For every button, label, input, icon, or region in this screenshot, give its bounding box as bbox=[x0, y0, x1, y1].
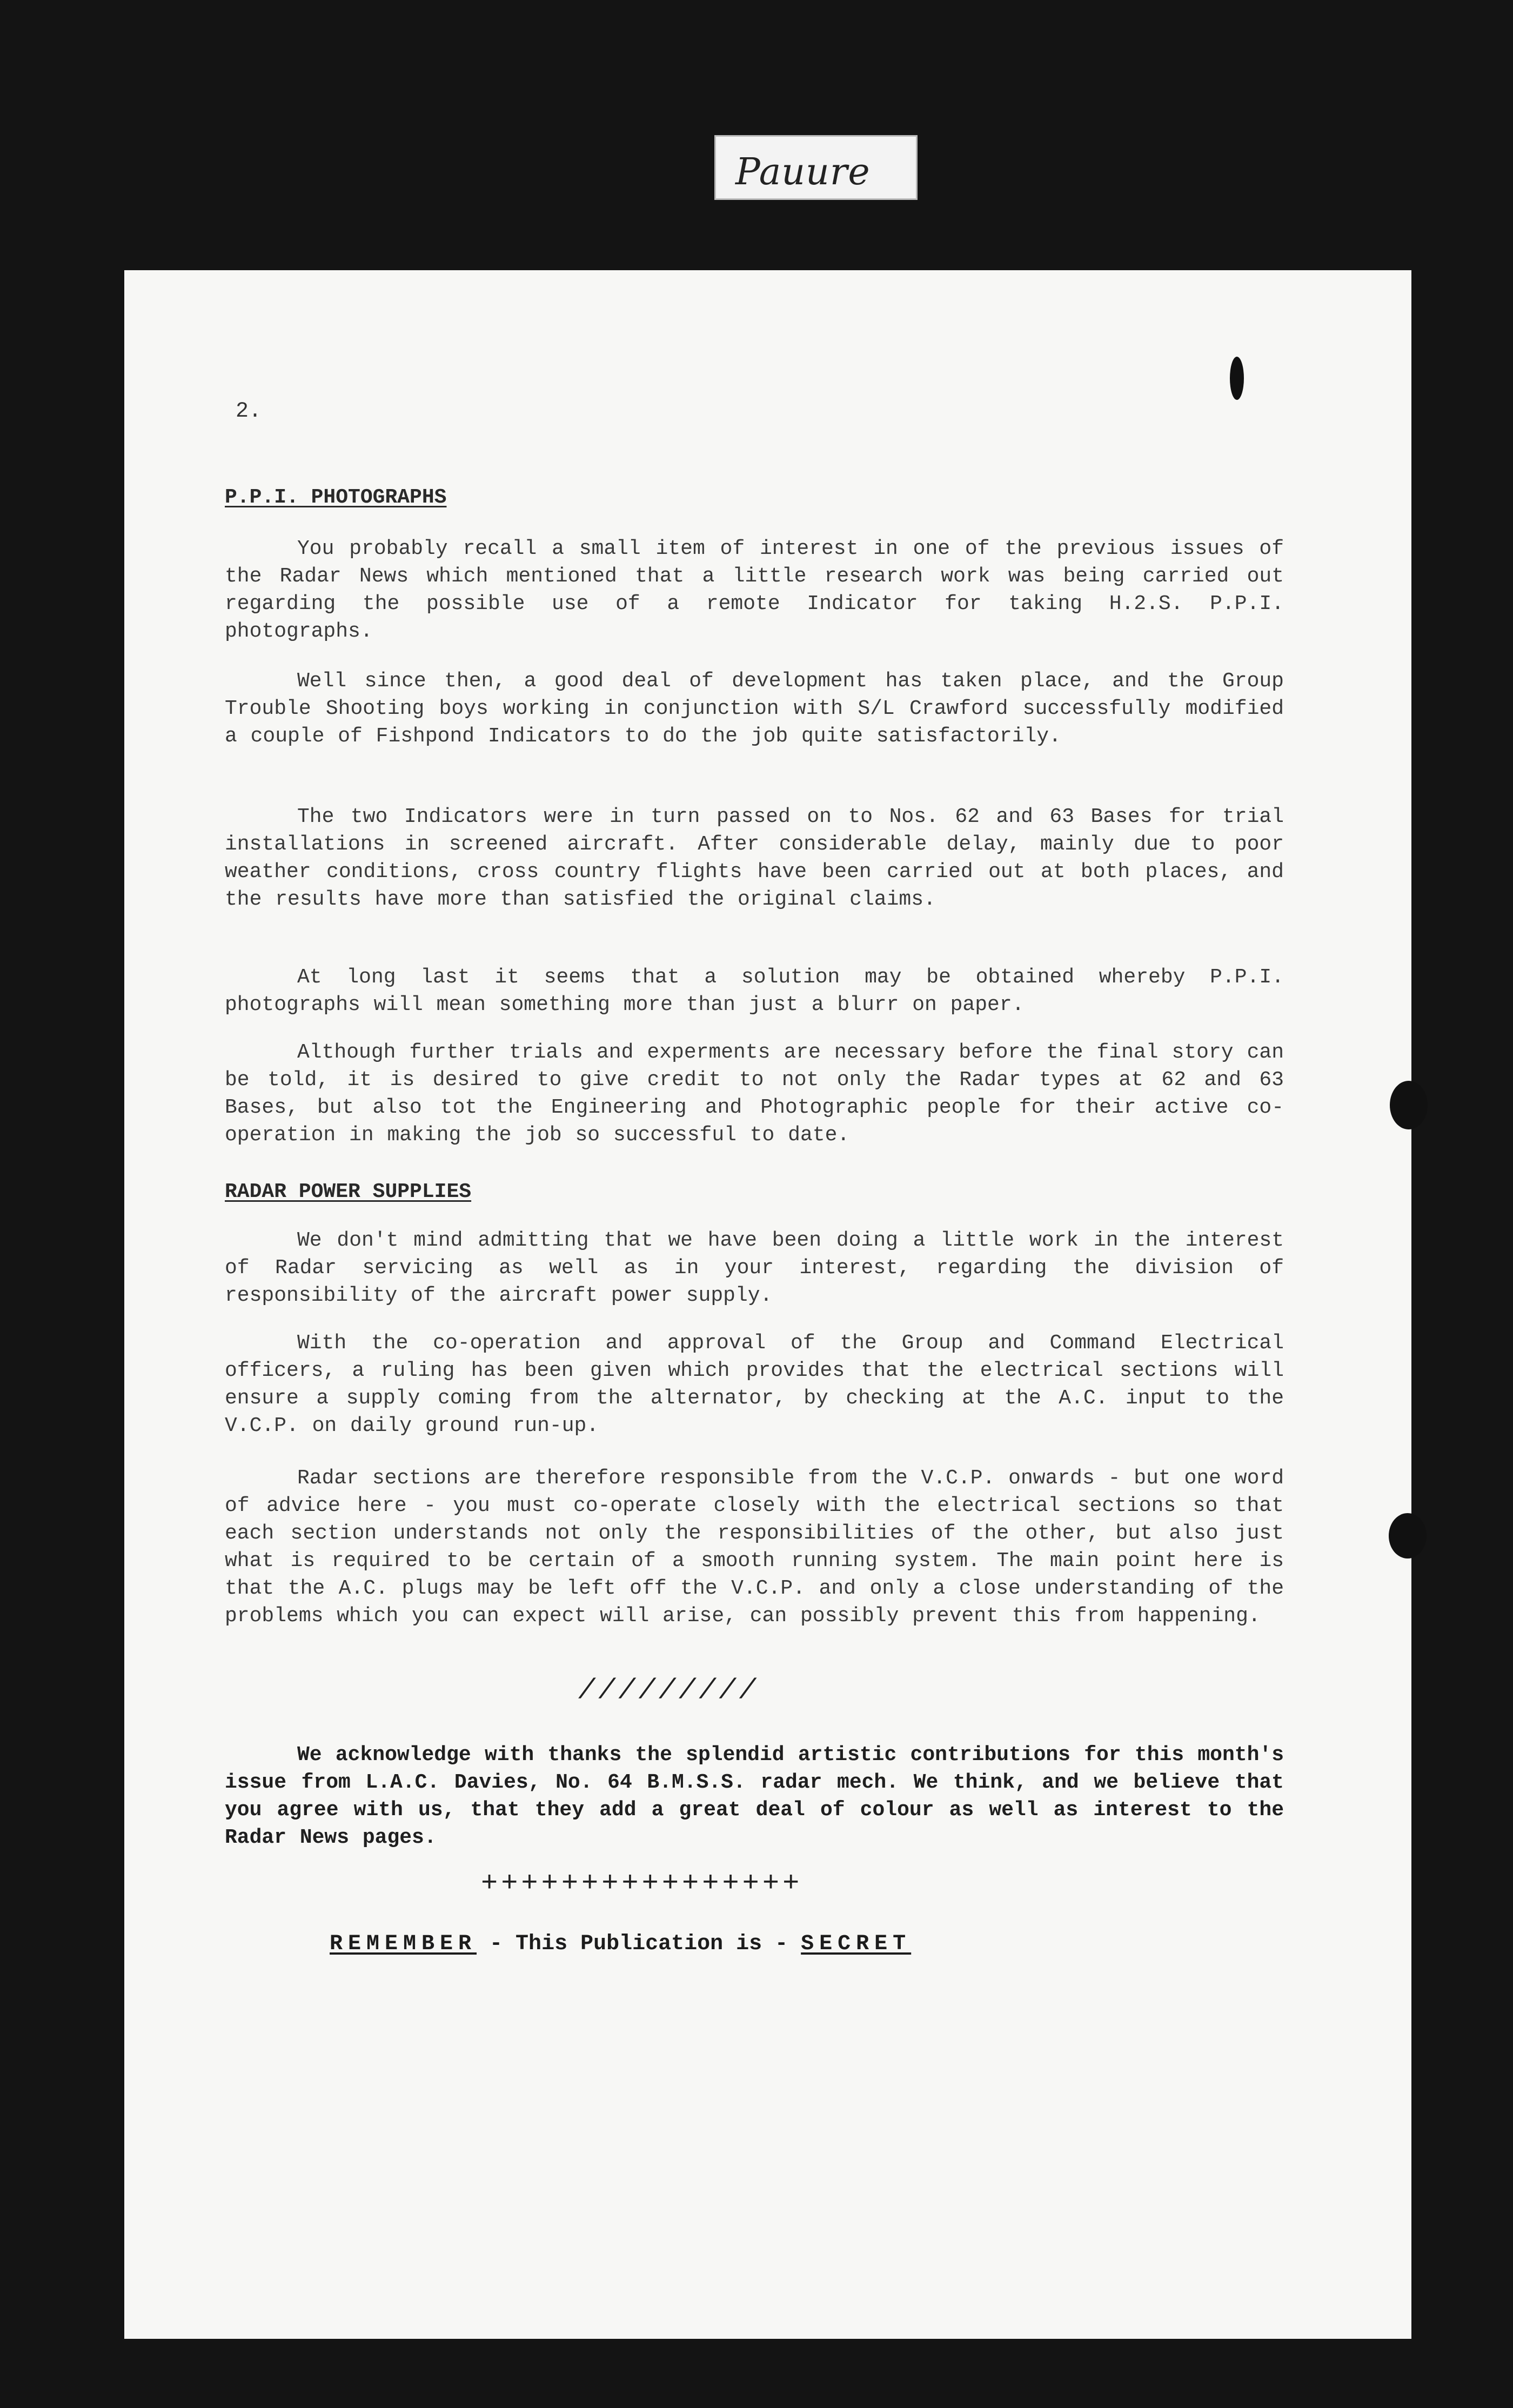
secret-label: SECRET bbox=[801, 1932, 912, 1956]
remember-label: REMEMBER bbox=[330, 1932, 477, 1956]
paragraph: We don't mind admitting that we have been doing a little work in the interest of Radar servicing as well as in your interest, regarding the division of responsibility of the aircraft power supply. bbox=[225, 1229, 1284, 1307]
handwritten-tag-text: Pauure bbox=[735, 151, 871, 193]
security-footer bbox=[330, 1930, 911, 1958]
paragraph: At long last it seems that a solution may be obtained whereby P.P.I. photographs will mean something more than just a blurr on paper. bbox=[225, 966, 1284, 1016]
page-number: 2. bbox=[236, 399, 262, 424]
paragraph: Radar sections are therefore responsible from the V.C.P. onwards - but one word of advice here - you must co-operate closely with the electrical sections so that each section understands not only the responsibilities of the other, but also just what is required to be certain of a smooth running system. The main point here is that the A.C. plugs may be left off the V.C.P. and only a close understanding of the problems which you can expect will arise, can possibly prevent this from happening. bbox=[225, 1467, 1284, 1628]
separator-slashes: ///////// bbox=[578, 1675, 759, 1707]
section-heading-ppi-photographs: P.P.I. PHOTOGRAPHS bbox=[225, 486, 447, 509]
section-heading-radar-power-supplies: RADAR POWER SUPPLIES bbox=[225, 1180, 472, 1203]
paragraph: The two Indicators were in turn passed on to Nos. 62 and 63 Bases for trial installations in screened aircraft. After considerable delay, mainly due to poor weather conditions, cross country flights have been carried out at both places, and the results have more than satisfied the original claims. bbox=[225, 805, 1284, 911]
document-page bbox=[124, 270, 1411, 2339]
acknowledgement-paragraph: We acknowledge with thanks the splendid artistic contributions for this month's issue from L.A.C. Davies, No. 64 B.M.S.S. radar mech. We think, and we believe that you agree with us, that they add a great deal of colour as well as interest to the Radar News pages. bbox=[225, 1743, 1284, 1849]
separator-crosses: ++++++++++++++++ bbox=[481, 1868, 803, 1899]
footer-middle-text: - This Publication is - bbox=[490, 1932, 788, 1956]
paragraph: Although further trials and experments are necessary before the final story can be told, it is desired to give credit to not only the Radar types at 62 and 63 Bases, but also tot the Engineering and Photographic people for their active co-operation in making the job so successful to date. bbox=[225, 1041, 1284, 1147]
paragraph: With the co-operation and approval of the Group and Command Electrical officers, a ruling has been given which provides that the electrical sections will ensure a supply coming from the alternator, by checking at the A.C. input to the V.C.P. on daily ground run-up. bbox=[225, 1332, 1284, 1437]
document-body bbox=[124, 270, 1411, 2339]
paragraph: Well since then, a good deal of development has taken place, and the Group Trouble Shooting boys working in conjunction with S/L Crawford successfully modified a couple of Fishpond Indicators to do the job quite satisfactorily. bbox=[225, 670, 1284, 748]
paragraph: You probably recall a small item of interest in one of the previous issues of the Radar News which mentioned that a little research work was being carried out regarding the possible use of a remote Indicator for taking H.2.S. P.P.I. photographs. bbox=[225, 537, 1284, 643]
handwritten-tag bbox=[714, 135, 918, 200]
